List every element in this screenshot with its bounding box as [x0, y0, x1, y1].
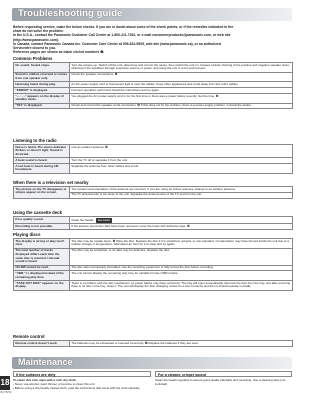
remedy-cell: The unit cannot display the remaining play time for variable bit rate (VBR) tracks.: [69, 271, 292, 281]
remedy-cell: An AC power supply cord or fluorescent light is near the cables. Keep other appliances and cords away from this unit's cables.: [69, 82, 292, 88]
cassette-table: [13, 216, 293, 230]
table-row: [14, 341, 293, 347]
remedy-cell: Use an outdoor antenna. ❺: [69, 145, 292, 158]
problem-cell: The total number of tracks displayed differs each time the same disc is inserted. Unusual sound is heard.: [14, 248, 70, 265]
problem-cell: Recording is not possible.: [14, 224, 70, 230]
remedy-text: Clean the heads.: [71, 217, 94, 222]
problem-cell: "- - : - -" appears on the display of standby mode.: [14, 93, 70, 103]
table-row: [14, 63, 293, 73]
problem-cell: No sound. Sound stops.: [14, 63, 70, 73]
remedy-cell: Separate the antenna from other cables and cords.: [69, 164, 292, 174]
page-number: 18: [0, 376, 10, 390]
remedy-cell: [69, 217, 292, 224]
table-row: [14, 271, 293, 281]
document-code: RQT8732: [0, 391, 12, 394]
table-row: [14, 93, 293, 103]
section-title-common-problems: Common Problems: [13, 56, 53, 61]
problem-cell: "TAKE OUT DISC" appears on the display.: [14, 281, 70, 291]
discs-table: [13, 238, 293, 291]
table-row: [14, 145, 293, 158]
maintenance-title: Maintenance: [18, 357, 73, 367]
table-row: [14, 217, 293, 224]
intro-text: [13, 25, 293, 54]
intro-line: In Canada, contact Panasonic Canada Inc. Customer Care Centre at 905-624-5505, web site (www.panasonic.ca), or an authorized: [13, 41, 221, 46]
problem-cell: A beat sound is heard.: [14, 158, 70, 164]
section-title-radio: Listening to the radio: [13, 138, 57, 143]
intro-line: In the U.S.A., contact the Panasonic Customer Call Center at 1-800-211-7262, or e-mail consumerproducts@panasonic.com, or web site: [13, 33, 231, 38]
intro-line: Reference pages are shown as black circled numbers ❶.: [13, 50, 105, 55]
table-row: [14, 224, 293, 230]
remedy-cell: Incorrect operation performed. Read the instructions and try again.: [69, 88, 292, 94]
section-title-discs: Playing discs: [13, 232, 41, 237]
radio-table: [13, 144, 293, 174]
remedy-cell: Turn the volume up. Switch off the unit, determine and correct the cause, then switch the unit on. Causes include shorting of the positive and negative speaker wires, straining of the speakers through excessive volume or power, and using the unit in a hot environment.: [69, 63, 292, 73]
common-problems-table: [13, 62, 293, 109]
remedy-cell: Check the speaker connections. ❺: [69, 72, 292, 82]
remedy-cell: If the erasure prevention tabs have been removed, cover the holes with adhesive tape. ❿: [69, 224, 292, 230]
section-title-tv-nearby: When there is a television set nearby: [13, 180, 89, 185]
title-banner: [12, 8, 292, 21]
remedy-cell: Turn the TV off or separate it from the unit.: [69, 158, 292, 164]
maintenance-banner: [12, 357, 292, 369]
table-row: [14, 164, 293, 174]
problem-cell: "VBR-" is displayed instead of the remaining play time.: [14, 271, 70, 281]
intro-line: Servicentre closest to you.: [13, 46, 57, 51]
problem-cell: Sound is unified, reversed or comes from one speaker only.: [14, 72, 70, 82]
see-below-badge: See below: [97, 218, 111, 222]
problem-cell: Remote control doesn't work.: [14, 341, 70, 347]
problem-cell: CD-RW cannot be read.: [14, 265, 70, 271]
remedy-cell: The disc was incompletely formatted. Use the recording equipment to fully format the disc before recording.: [69, 265, 292, 271]
remedy-cell: Check and correct the speaker cords connection. ❺ If this does not fix the problem, there is a power supply problem. Consult the dealer.: [69, 103, 292, 109]
problem-cell: "ERROR" is displayed.: [14, 88, 70, 94]
problem-cell: Noise is heard. The stereo indicator flickers or doesn't light. Sound is distorted.: [14, 145, 70, 158]
dirty-surfaces-body: [13, 379, 151, 390]
remedy-cell: The location and orientation of the antenna are incorrect. If you are using an indoor antenna, change to an outdoor antenna.: [69, 187, 292, 193]
remedy-cell: The batteries may be exhausted or inserted incorrectly. ❼ Replace the batteries if they are worn.: [69, 341, 292, 347]
problem-cell: Humming heard during play.: [14, 82, 70, 88]
problem-cell: "F61" is displayed.: [14, 103, 70, 109]
list-item: • Never use alcohol, paint thinner or benzine to clean this unit.: [13, 383, 151, 387]
page-title: Troubleshooting guide: [18, 8, 123, 19]
remedy-cell: The disc may be upside down. ❾ Wipe the disc. Replace the disc if it is scratched, warped, or non-standard. Condensation may have formed inside the unit due to a sudden change in temperature. Wait about an hour for it to clear and try again.: [69, 239, 292, 249]
problem-cell: The display is wrong or play won't start.: [14, 239, 70, 249]
dirty-surfaces-text: To clean this unit, wipe with a soft, dry cloth.: [13, 378, 77, 382]
dirty-surfaces-heading: If the surfaces are dirty: [13, 371, 151, 377]
cleaner-sound-heading: For a cleaner, crisper sound: [155, 371, 292, 377]
intro-line: (http://www.panasonic.com).: [13, 37, 60, 42]
table-row: [14, 239, 293, 249]
remedy-cell: The disc may be scratched, or its data may be defective. Replace the disc.: [69, 248, 292, 265]
tv-nearby-table: [13, 186, 293, 199]
dirty-surfaces-list: [13, 383, 151, 391]
problem-cell: A low hum is heard during AM broadcasts.: [14, 164, 70, 174]
remote-table: [13, 340, 293, 347]
section-title-remote: Remote control: [13, 334, 45, 339]
intro-line: Before requesting service, make the below checks. If you are in doubt about some of the check points, or if the remedies indicated in the: [13, 25, 234, 29]
problem-cell: The picture on the TV disappears or stripes appear on the screen.: [14, 187, 70, 199]
table-row: [14, 72, 293, 82]
remedy-cell: There is a problem with the disc mechanism. (A power failure may have occurred.) The tray will open automatically. Remove the disc from the tray, and after ensuring there is no disc in the tray, close it. The unit will display the disc changing noises for a few moments and then it should operate normally.: [69, 281, 292, 291]
list-item: • Before using a chemically treated cloth, read the instructions that came with the cloth carefully.: [13, 387, 151, 391]
intro-line: chart do not solve the problem:: [13, 29, 64, 34]
remedy-cell: You plugged the AC power supply cord in for the first time or there was a power failure recently. Set the time. ❽: [69, 93, 292, 103]
table-row: [14, 248, 293, 265]
table-row: [14, 103, 293, 109]
table-row: [14, 281, 293, 291]
problem-cell: Poor quality sound.: [14, 217, 70, 224]
remedy-cell: The TV antenna wire is too close to the unit. Separate the antenna wire of the TV set from the unit.: [69, 192, 292, 198]
cleaner-sound-body: Clean the heads regularly to assure good quality playback and recording. Use a cleaning tape (not included).: [155, 378, 286, 386]
section-title-cassette: Using the cassette deck: [13, 210, 62, 215]
